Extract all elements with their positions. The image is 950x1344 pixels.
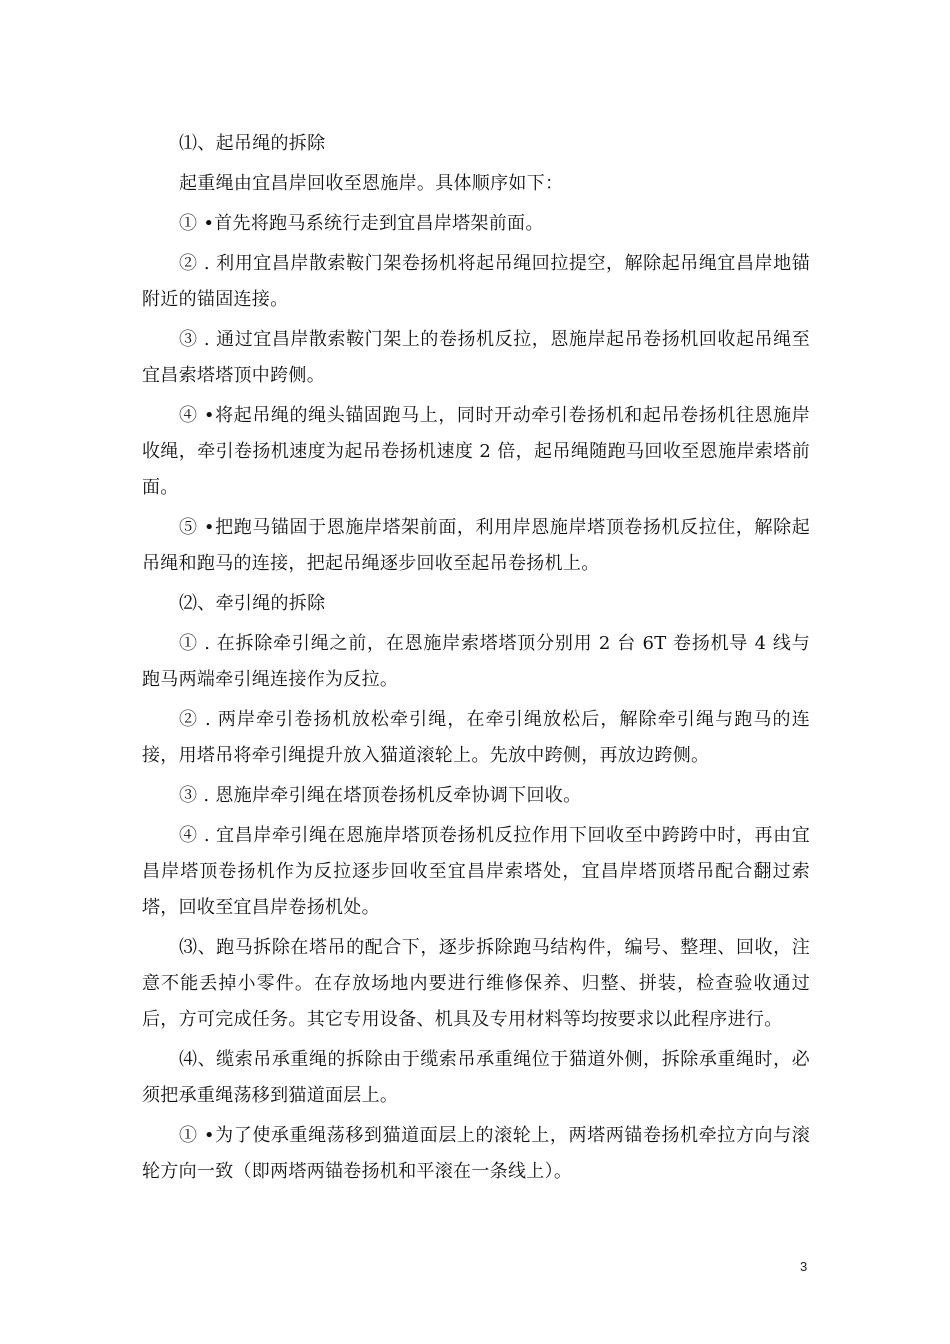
list-item: ② . 利用宜昌岸散索鞍门架卷扬机将起吊绳回拉提空，解除起吊绳宜昌岸地锚附近的锚固连接。 [142,253,810,310]
heading-traction-rope-removal: ⑵、牵引绳的拆除 [179,593,326,614]
list-item: ① •为了使承重绳荡移到猫道面层上的滚轮上，两塔两锚卷扬机牵拉方向与滚轮方向一致（即两塔两锚卷扬机和平滚在一条线上）。 [142,1125,810,1182]
heading-load-rope-removal: ⑷、缆索吊承重绳的拆除由于缆索吊承重绳位于猫道外侧，拆除承重绳时，必须把承重绳荡移到猫道面层上。 [142,1049,810,1106]
list-item: ② . 两岸牵引卷扬机放松牵引绳，在牵引绳放松后，解除牵引绳与跑马的连接，用塔吊将牵引绳提升放入猫道滚轮上。先放中跨侧，再放边跨侧。 [142,709,810,766]
heading-lifting-rope-removal: ⑴、起吊绳的拆除 [179,133,326,154]
list-item: ① . 在拆除牵引绳之前，在恩施岸索塔塔顶分别用 2 台 6T 卷扬机导 4 线与跑马两端牵引绳连接作为反拉。 [142,633,810,690]
list-item: ④ . 宜昌岸牵引绳在恩施岸塔顶卷扬机反拉作用下回收至中跨跨中时，再由宜昌岸塔顶卷扬机作为反拉逐步回收至宜昌岸索塔处，宜昌岸塔顶塔吊配合翻过索塔，回收至宜昌岸卷扬机处。 [142,825,810,918]
list-item: ③ . 通过宜昌岸散索鞍门架上的卷扬机反拉，恩施岸起吊卷扬机回收起吊绳至宜昌索塔塔顶中跨侧。 [142,329,810,386]
page-number: 3 [800,1259,808,1274]
list-item: ① •首先将跑马系统行走到宜昌岸塔架前面。 [179,213,544,234]
list-item: ③ . 恩施岸牵引绳在塔顶卷扬机反牵协调下回收。 [179,785,582,806]
document-body [142,126,810,1194]
list-item: ⑤ •把跑马锚固于恩施岸塔架前面，利用岸恩施岸塔顶卷扬机反拉住，解除起吊绳和跑马的连接，把起吊绳逐步回收至起吊卷扬机上。 [142,517,810,574]
paragraph: 起重绳由宜昌岸回收至恩施岸。具体顺序如下： [179,173,564,194]
list-item: ④ •将起吊绳的绳头锚固跑马上，同时开动牵引卷扬机和起吊卷扬机往恩施岸收绳，牵引卷扬机速度为起吊卷扬机速度 2 倍，起吊绳随跑马回收至恩施岸索塔前面。 [142,405,810,498]
heading-trolley-removal: ⑶、跑马拆除在塔吊的配合下，逐步拆除跑马结构件，编号、整理、回收，注意不能丢掉小零件。在存放场地内要进行维修保养、归整、拼装，检查验收通过后，方可完成任务。其它专用设备、机具及专用材料等均按要求以此程序进行。 [142,937,810,1030]
